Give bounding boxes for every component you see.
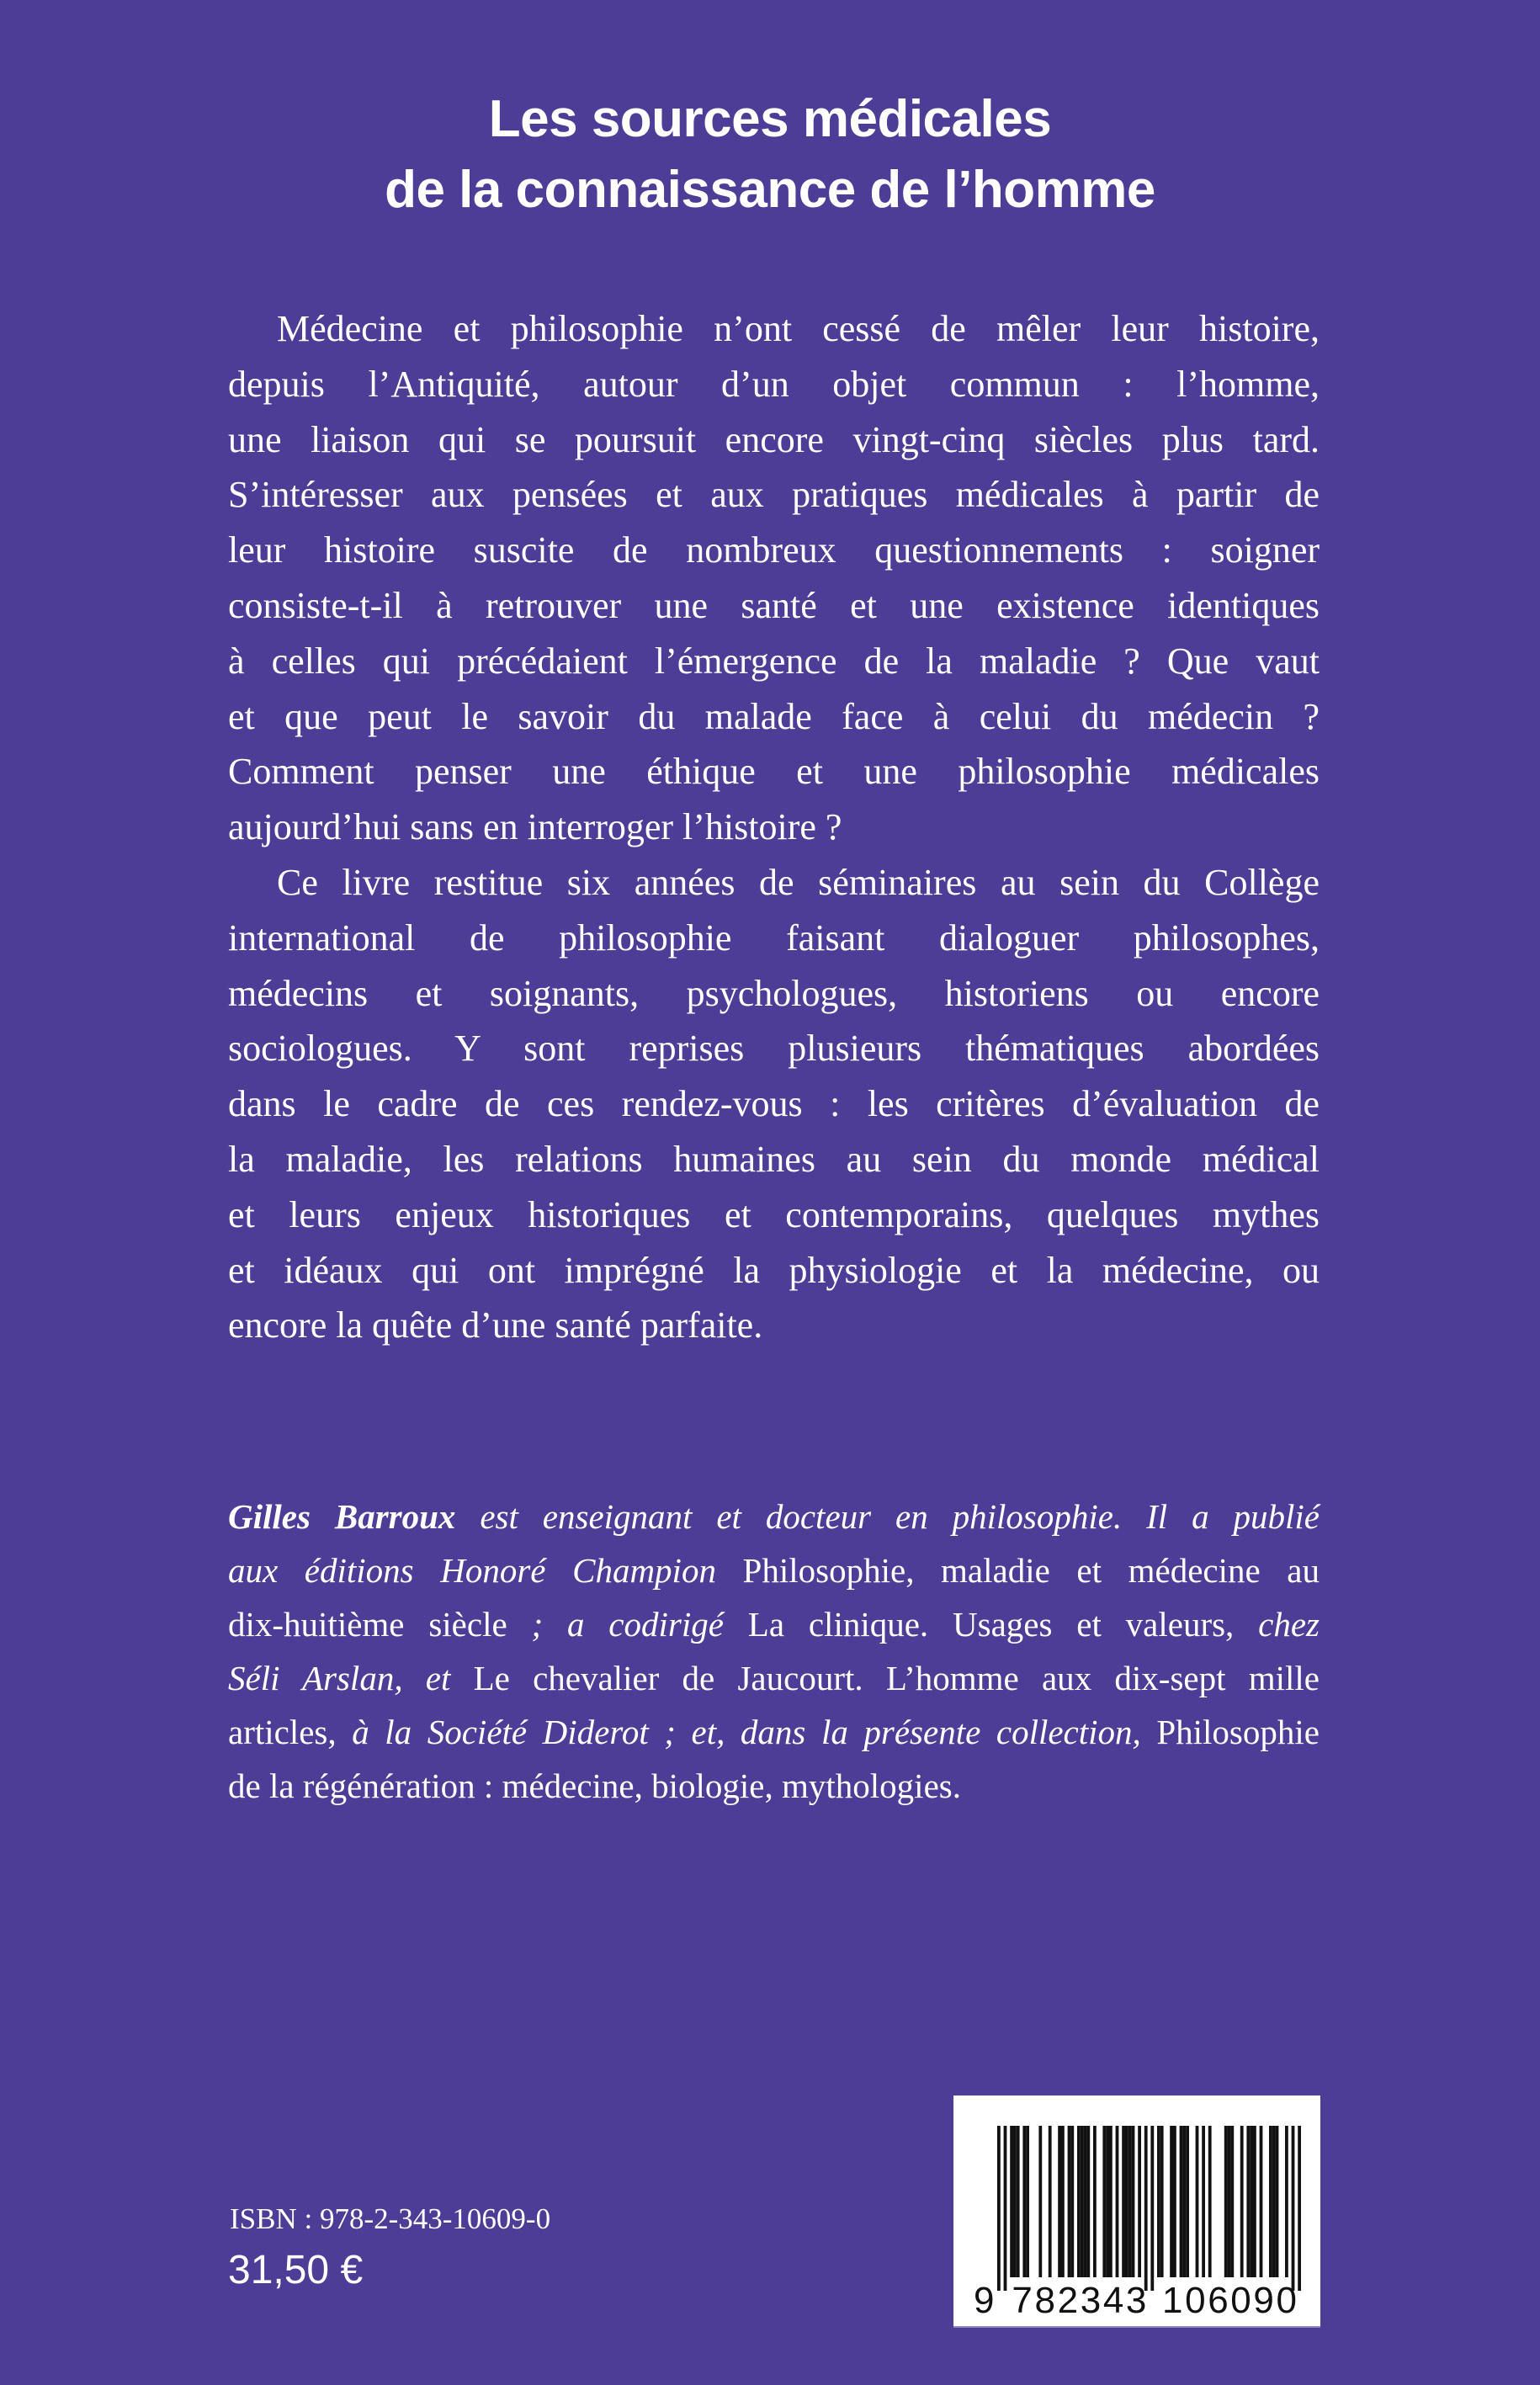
summary-line: une liaison qui se poursuit encore vingt-cinq siècles plus tard.: [228, 418, 1320, 460]
author-name: Gilles Barroux: [228, 1497, 456, 1536]
book-title: [0, 84, 1540, 226]
barcode-bar: [1077, 2126, 1081, 2277]
barcode-bar: [1285, 2126, 1288, 2277]
barcode-bar: [1240, 2126, 1244, 2277]
bio-line: [228, 1651, 1320, 1705]
barcode-bar: [1144, 2126, 1148, 2291]
bio-line: [228, 1759, 1320, 1813]
bio-line: [228, 1490, 1320, 1543]
bio-text: Séli Arslan, et: [228, 1659, 451, 1697]
barcode-bar: [1260, 2126, 1263, 2277]
summary-line: médecins et soignants, psychologues, historiens ou encore: [228, 972, 1320, 1014]
bio-line: [228, 1705, 1320, 1759]
bio-text: à la Société Diderot ; et, dans la présente collection,: [352, 1713, 1141, 1751]
barcode-bar: [1202, 2126, 1205, 2277]
barcode-bar: [1230, 2126, 1234, 2277]
barcode-bar: [1246, 2126, 1250, 2277]
barcode: [953, 2096, 1320, 2328]
title-line-2: de la connaissance de l’homme: [385, 161, 1155, 219]
bio-line: [228, 1543, 1320, 1597]
bio-text: Le chevalier de Jaucourt. L’homme aux dix-sept mille: [450, 1659, 1320, 1697]
isbn: ISBN : 978-2-343-10609-0: [230, 2202, 551, 2235]
barcode-bar: [1102, 2126, 1106, 2277]
bio-text: La clinique. Usages et valeurs,: [723, 1605, 1259, 1644]
barcode-bar: [1122, 2126, 1125, 2277]
barcode-bar: [1138, 2126, 1141, 2277]
summary-line: S’intéresser aux pensées et aux pratiques médicales à partir de: [228, 474, 1320, 516]
barcode-bar: [1081, 2126, 1084, 2277]
summary-line: encore la quête d’une santé parfaite.: [228, 1304, 763, 1347]
bio-text: chez: [1258, 1605, 1320, 1644]
summary-line: aujourd’hui sans en interroger l’histoire ?: [228, 806, 842, 848]
barcode-bar: [1173, 2126, 1176, 2277]
summary-paragraph: [228, 855, 1320, 1353]
barcode-bar: [1292, 2126, 1295, 2291]
barcode-bar: [1180, 2126, 1183, 2277]
barcode-bar: [1272, 2126, 1276, 2277]
barcode-bar: [1224, 2126, 1228, 2277]
book-summary: [228, 301, 1320, 1353]
bio-text: Philosophie, maladie et médecine au: [715, 1551, 1320, 1590]
barcode-bar: [1058, 2126, 1061, 2277]
barcode-bar: [1116, 2126, 1119, 2277]
barcode-bar: [1208, 2126, 1212, 2277]
barcode-bar: [1253, 2126, 1256, 2277]
barcode-digits: 9: [974, 2280, 995, 2321]
summary-line: international de philosophie faisant dialoguer philosophes,: [228, 916, 1320, 959]
barcode-bar: [1004, 2126, 1007, 2291]
bio-text: articles,: [228, 1713, 353, 1751]
barcode-bar: [1250, 2126, 1253, 2277]
summary-line: sociologues. Y sont reprises plusieurs thématiques abordées: [228, 1028, 1320, 1070]
barcode-bar: [1228, 2126, 1231, 2277]
summary-line: dans le cadre de ces rendez-vous : les critères d’évaluation de: [228, 1083, 1320, 1125]
bio-text: aux éditions Honoré Champion: [228, 1551, 716, 1590]
bio-text: dix-huitième siècle: [228, 1605, 507, 1644]
barcode-bar: [1026, 2126, 1029, 2277]
summary-line: la maladie, les relations humaines au sein du monde médical: [228, 1138, 1320, 1180]
barcode-bar: [1170, 2126, 1173, 2277]
barcode-bar: [1086, 2126, 1090, 2277]
bio-text: ; a codirigé: [507, 1605, 724, 1644]
summary-line: et idéaux qui ont imprégné la physiologie et la médecine, ou: [228, 1249, 1320, 1291]
title-line-1: Les sources médicales: [488, 90, 1052, 148]
barcode-bar: [1269, 2126, 1272, 2277]
barcode-digits: 106090: [1162, 2280, 1297, 2321]
barcode-bar: [1017, 2126, 1020, 2277]
price: 31,50 €: [228, 2248, 364, 2292]
barcode-bar: [1150, 2126, 1154, 2291]
barcode-bar: [1022, 2126, 1026, 2277]
barcode-bar: [1276, 2126, 1279, 2277]
barcode-bar: [1049, 2126, 1052, 2277]
barcode-bars: [953, 2096, 1320, 2326]
author-bio: [228, 1490, 1320, 1813]
barcode-bar: [1182, 2126, 1186, 2277]
barcode-bar: [1010, 2126, 1013, 2277]
summary-line: et leurs enjeux historiques et contemporains, quelques mythes: [228, 1193, 1320, 1235]
barcode-bar: [1109, 2126, 1113, 2277]
summary-line: depuis l’Antiquité, autour d’un objet commun : l’homme,: [228, 363, 1320, 405]
bio-text: est enseignant et docteur en philosophie. Il a publié: [455, 1497, 1320, 1536]
barcode-bar: [1157, 2126, 1160, 2277]
summary-paragraph: [228, 301, 1320, 855]
barcode-bar: [1070, 2126, 1074, 2277]
barcode-bar: [1061, 2126, 1065, 2277]
summary-line: Ce livre restitue six années de séminaires au sein du Collège: [277, 861, 1320, 903]
summary-line: et que peut le savoir du malade face à celui du médecin ?: [228, 695, 1320, 737]
barcode-bar: [997, 2126, 1001, 2291]
barcode-bar: [1013, 2126, 1017, 2277]
barcode-bar: [1038, 2126, 1042, 2277]
barcode-bar: [1298, 2126, 1301, 2291]
summary-line: consiste-t-il à retrouver une santé et une existence identiques: [228, 584, 1320, 626]
barcode-bar: [1106, 2126, 1109, 2277]
bio-line: [228, 1597, 1320, 1651]
summary-line: leur histoire suscite de nombreux questionnements : soigner: [228, 529, 1320, 571]
barcode-bar: [1125, 2126, 1128, 2277]
barcode-digits: 782343: [1012, 2280, 1147, 2321]
summary-line: Comment penser une éthique et une philosophie médicales: [228, 751, 1320, 793]
barcode-bar: [1186, 2126, 1189, 2277]
bio-text: de la régénération : médecine, biologie, mythologies.: [228, 1766, 961, 1805]
summary-line: Médecine et philosophie n’ont cessé de mêler leur histoire,: [277, 308, 1320, 349]
barcode-bar: [1093, 2126, 1097, 2277]
bio-text: Philosophie: [1140, 1713, 1320, 1751]
barcode-bar: [1084, 2126, 1087, 2277]
summary-line: à celles qui précédaient l’émergence de la maladie ? Que vaut: [228, 640, 1320, 682]
barcode-bar: [1128, 2126, 1132, 2277]
barcode-bar: [1132, 2126, 1135, 2277]
barcode-bar: [1068, 2126, 1071, 2277]
barcode-bar: [1196, 2126, 1199, 2277]
barcode-bar: [1160, 2126, 1164, 2277]
